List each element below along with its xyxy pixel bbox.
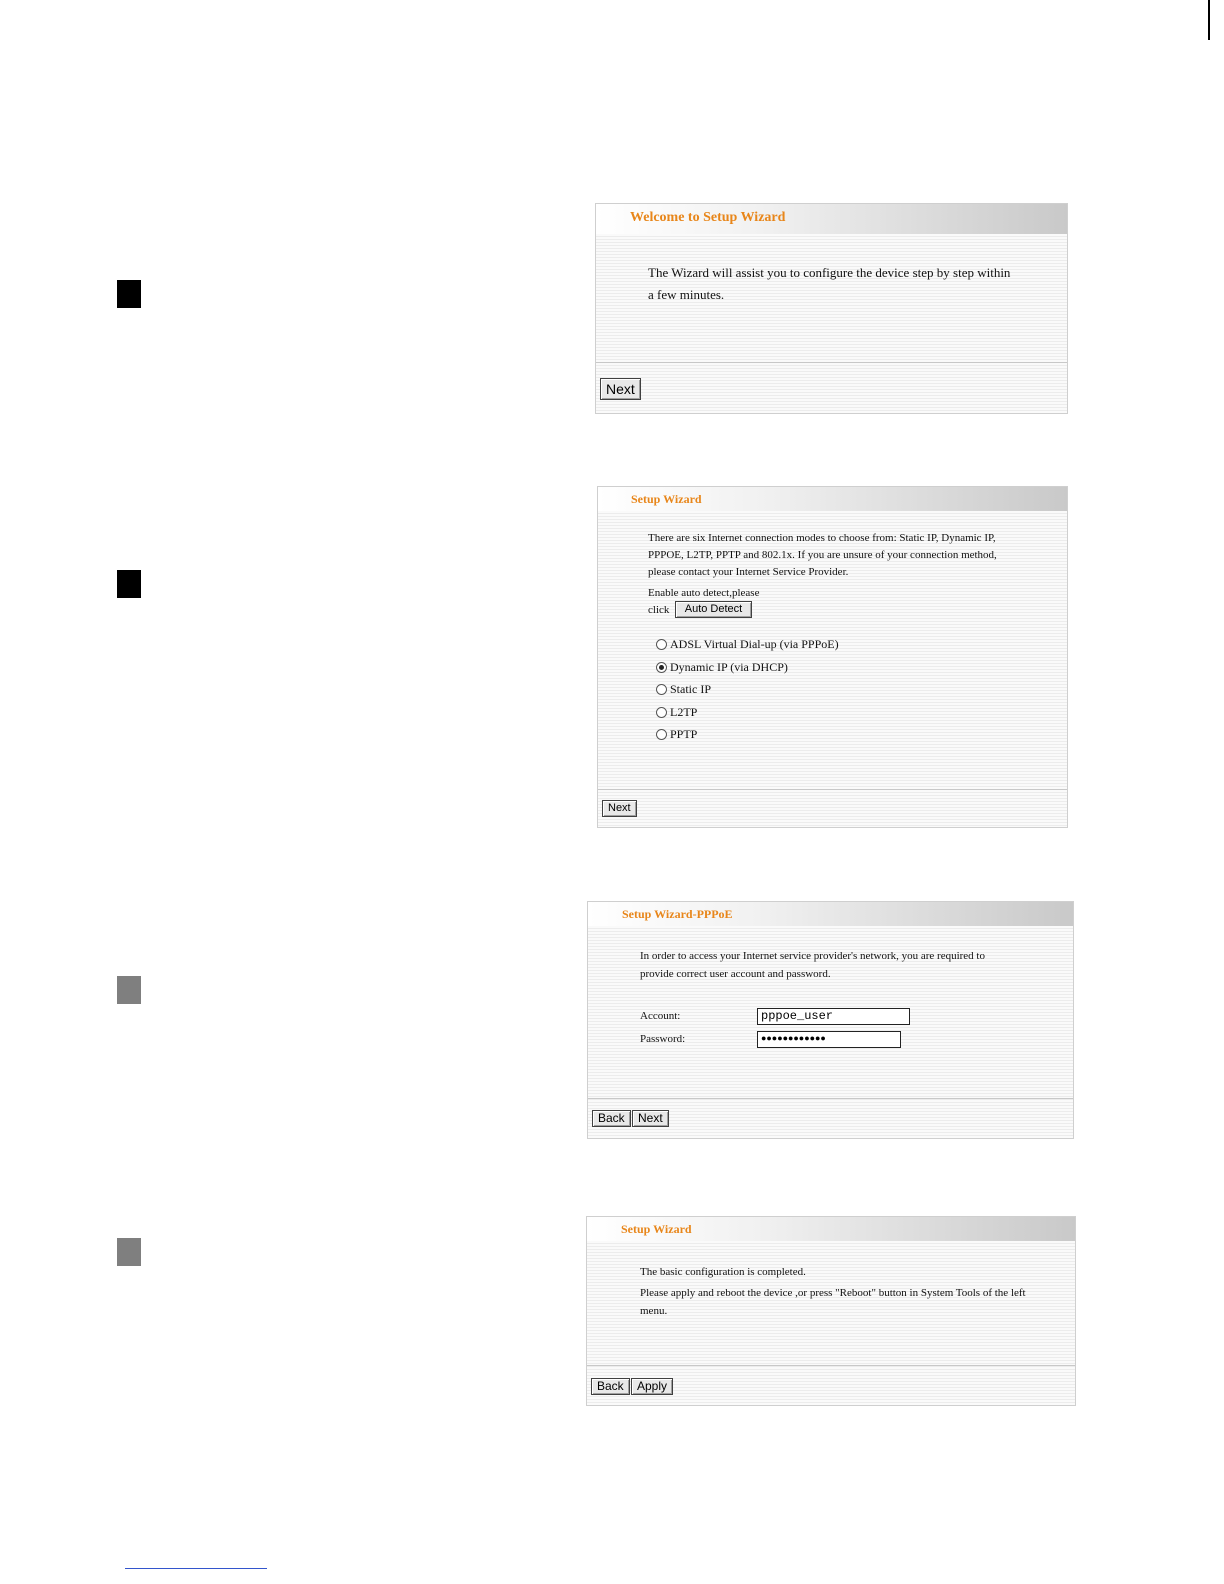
option-dhcp[interactable] bbox=[656, 658, 788, 676]
option-label: ADSL Virtual Dial-up (via PPPoE) bbox=[670, 637, 839, 651]
divider bbox=[587, 1365, 1075, 1366]
radio-pptp[interactable] bbox=[656, 729, 667, 740]
connection-intro-text: There are six Internet connection modes to choose from: Static IP, Dynamic IP, PPPOE, L2TP, PPTP and 802.1x. If you are unsure of your connection method, please contact your Internet Service Provider. bbox=[648, 532, 997, 578]
apply-button[interactable]: Apply bbox=[631, 1378, 673, 1395]
auto-detect-prompt: Enable auto detect,please bbox=[648, 587, 760, 599]
option-label: PPTP bbox=[670, 727, 698, 741]
option-pppoe[interactable] bbox=[656, 635, 839, 653]
option-label: Static IP bbox=[670, 682, 711, 696]
step-marker-3 bbox=[117, 976, 141, 1004]
panel-title: Setup Wizard bbox=[587, 1217, 1075, 1241]
next-button[interactable]: Next bbox=[600, 378, 641, 400]
auto-detect-click-text: click bbox=[648, 604, 670, 616]
next-button[interactable]: Next bbox=[632, 1110, 669, 1127]
panel-title: Setup Wizard-PPPoE bbox=[588, 902, 1073, 926]
radio-dhcp[interactable] bbox=[656, 662, 667, 673]
next-button[interactable]: Next bbox=[602, 800, 637, 817]
connection-mode-panel bbox=[597, 486, 1068, 828]
radio-l2tp[interactable] bbox=[656, 707, 667, 718]
auto-detect-button[interactable]: Auto Detect bbox=[675, 601, 752, 618]
panel-title: Setup Wizard bbox=[598, 487, 1067, 511]
divider bbox=[598, 789, 1067, 790]
step-marker-2 bbox=[117, 570, 141, 598]
step-marker-1 bbox=[117, 280, 141, 308]
option-static-ip[interactable] bbox=[656, 680, 711, 698]
completion-wizard-panel bbox=[586, 1216, 1076, 1406]
account-field[interactable]: pppoe_user bbox=[757, 1008, 910, 1025]
password-field[interactable]: ●●●●●●●●●●●● bbox=[757, 1031, 901, 1048]
welcome-wizard-panel bbox=[595, 203, 1068, 414]
footer-link-rule bbox=[125, 1568, 267, 1569]
completion-text: The basic configuration is completed. bbox=[640, 1266, 806, 1278]
radio-pppoe[interactable] bbox=[656, 639, 667, 650]
pppoe-wizard-panel bbox=[587, 901, 1074, 1139]
option-label: Dynamic IP (via DHCP) bbox=[670, 660, 788, 674]
option-l2tp[interactable] bbox=[656, 703, 697, 721]
divider bbox=[588, 1098, 1073, 1099]
welcome-text: The Wizard will assist you to configure the device step by step within a few minutes. bbox=[648, 265, 1011, 302]
back-button[interactable]: Back bbox=[591, 1378, 630, 1395]
reboot-instructions: Please apply and reboot the device ,or press "Reboot" button in System Tools of the left menu. bbox=[640, 1287, 1026, 1317]
option-pptp[interactable] bbox=[656, 725, 697, 743]
divider bbox=[596, 362, 1067, 363]
step-marker-4 bbox=[117, 1238, 141, 1266]
pppoe-intro-text: In order to access your Internet service provider's network, you are required to provide correct user account and password. bbox=[640, 950, 985, 980]
account-label: Account: bbox=[640, 1010, 681, 1022]
option-label: L2TP bbox=[670, 705, 698, 719]
radio-static-ip[interactable] bbox=[656, 684, 667, 695]
password-label: Password: bbox=[640, 1033, 686, 1045]
panel-title: Welcome to Setup Wizard bbox=[596, 204, 1067, 234]
back-button[interactable]: Back bbox=[592, 1110, 631, 1127]
page-edge-rule bbox=[1208, 0, 1210, 40]
